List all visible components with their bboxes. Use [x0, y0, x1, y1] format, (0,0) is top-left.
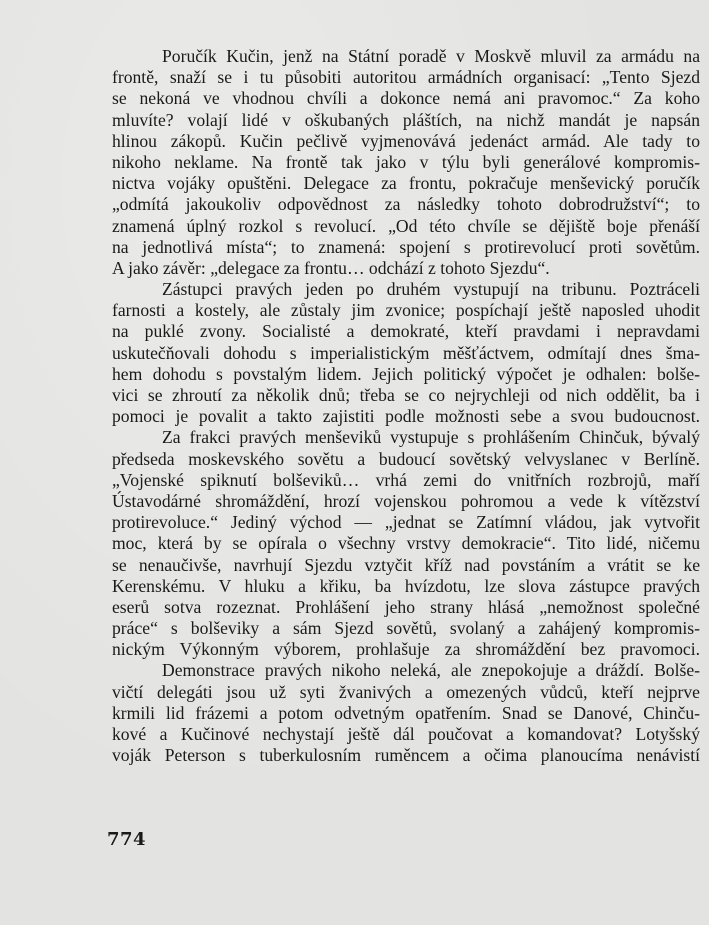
text-line: krmili lid frázemi a potom odvetným opatřením. Snad se Danové, Chinču-	[112, 702, 700, 723]
text-line: nictva vojáky opuštěni. Delegace za frontu, pokračuje menševický poručík	[112, 173, 700, 194]
text-line: „Vojenské spiknutí bolševiků… vrhá zemi do vnitřních rozbrojů, maří	[112, 469, 700, 490]
text-line: vici se zhroutí za několik dnů; třeba se co nejrychleji od nich oddělit, ba i	[112, 385, 700, 405]
text-line: eserů sotva rozeznat. Prohlášení jeho strany hlásá „nemožnost společné	[112, 596, 700, 617]
text-line: předseda moskevského sovětu a budoucí sovětský velvyslanec v Berlíně.	[112, 448, 700, 469]
text-line: Zástupci pravých jeden po druhém vystupují na tribunu. Poztráceli	[162, 279, 700, 300]
text-line: uskutečňovali dohodu s imperialistickým měšťáctvem, odmítají dnes šma-	[112, 342, 700, 363]
text-line: mluvíte? volají lidé v oškubaných pláštích, na nichž mandát je napsán	[112, 109, 700, 130]
text-line: se nekoná ve vhodnou chvíli a dokonce nemá ani pravomoc.“ Za koho	[112, 88, 700, 109]
paragraph	[112, 427, 700, 660]
text-line: „odmítá jakoukoliv odpovědnost za následky tohoto dobrodružství“; to	[112, 194, 700, 215]
text-line: na jednotlivá místa“; to znamená: spojení s protirevolucí proti sovětům.	[112, 236, 700, 257]
text-line: Za frakci pravých menševiků vystupuje s prohlášením Chinčuk, bývalý	[162, 427, 700, 448]
paragraph	[112, 660, 700, 766]
text-line: na puklé zvony. Socialisté a demokraté, kteří pravdami i nepravdami	[112, 321, 700, 342]
text-line: A jako závěr: „delegace za frontu… odchází z tohoto Sjezdu“.	[112, 257, 550, 278]
text-line: práce“ s bolševiky a sám Sjezd sovětů, svolaný a zahájený kompromis-	[112, 618, 700, 639]
text-line: vičtí delegáti jsou už syti žvanivých a omezených vůdců, kteří nejprve	[112, 681, 700, 702]
paragraph	[112, 279, 700, 427]
text-line: voják Peterson s tuberkulosním ruměncem a očima planoucíma nenávistí	[112, 745, 700, 766]
text-line: znamená úplný rozkol s revolucí. „Od této chvíle se dějiště boje přenáší	[112, 215, 700, 236]
text-line: frontě, snaží se i tu působiti autoritou armádních organisací: „Tento Sjezd	[112, 67, 700, 88]
page-number: 774	[107, 829, 147, 850]
text-line: Poručík Kučin, jenž na Státní poradě v Moskvě mluvil za armádu na	[162, 46, 700, 66]
body-text	[112, 46, 700, 766]
text-line: nickým Výkonným výborem, prohlašuje za shromáždění bez pravomoci.	[112, 639, 700, 660]
text-line: se nenaučivše, navrhují Sjezdu vztyčit kříž nad povstáním a vrátit se ke	[112, 554, 700, 575]
text-line: Ústavodárné shromáždění, hrozí vojenskou pohromou a vede k vítězství	[112, 490, 700, 511]
text-line: pomoci je povalit a takto zajistiti podle možnosti sebe a svou budoucnost.	[112, 406, 700, 427]
text-line: Demonstrace pravých nikoho neleká, ale znepokojuje a dráždí. Bolše-	[162, 660, 700, 681]
paragraph	[112, 46, 700, 279]
text-line: hlinou zákopů. Kučin pečlivě vyjmenovává jedenáct armád. Ale tady to	[112, 130, 700, 151]
text-line: hem dohodu s povstalým lidem. Jejich politický výpočet je odhalen: bolše-	[112, 363, 700, 384]
text-line: farnosti a kostely, ale zůstaly jim zvonice; pospíchají ještě naposled uhodit	[112, 300, 700, 321]
text-line: moc, která by se opírala o všechny vrstvy demokracie“. Tito lidé, ničemu	[112, 533, 700, 554]
text-line: nikoho neklame. Na frontě tak jako v týlu byli generálové kompromis-	[112, 151, 700, 172]
text-line: protirevoluce.“ Jediný východ — „jednat se Zatímní vládou, jak vytvořit	[112, 512, 700, 533]
text-line: Kerenskému. V hluku a křiku, ba hvízdotu, lze slova zástupce pravých	[112, 575, 700, 596]
text-line: kové a Kučinové nechystají ještě dál poučovat a komandovat? Lotyšský	[112, 724, 700, 744]
